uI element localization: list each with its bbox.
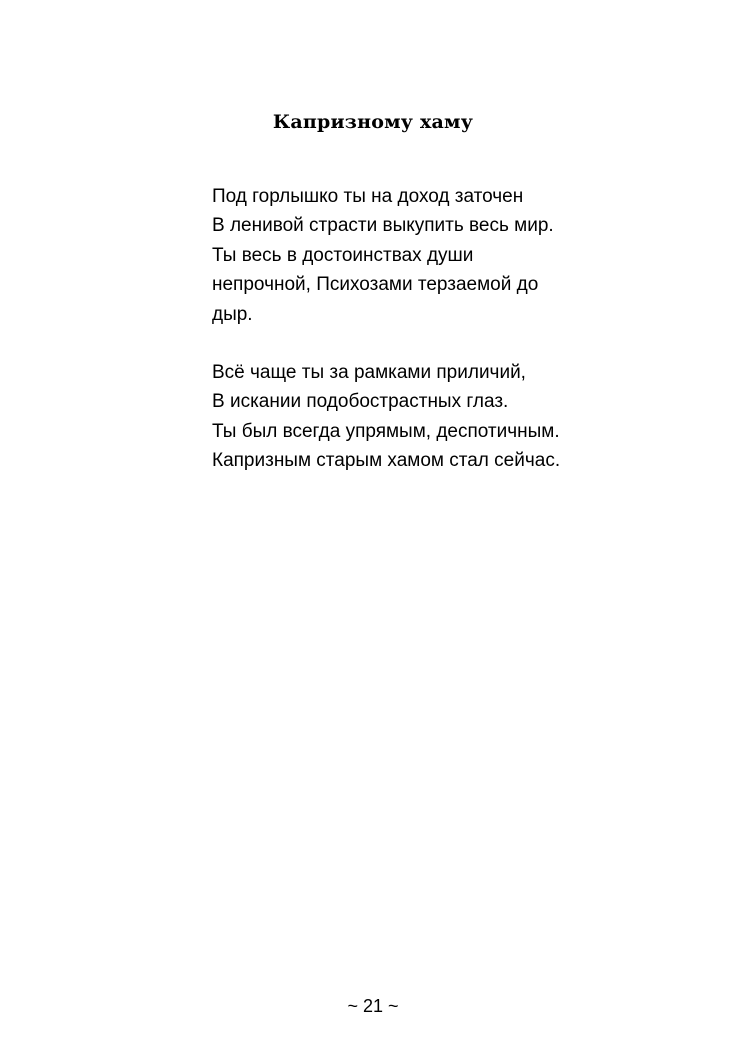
stanza-2	[212, 358, 612, 476]
poem-line: непрочной, Психозами терзаемой до	[212, 274, 539, 296]
poem-line: Ты весь в достоинствах души	[212, 244, 474, 266]
poem-line: Ты был всегда упрямым, деспотичным.	[212, 420, 560, 442]
poem-title: Капризному хаму	[272, 111, 474, 133]
stanza-1	[212, 182, 612, 329]
poem-line: Под горлышко ты на доход заточен	[212, 186, 524, 207]
poem-body	[212, 182, 612, 476]
poem-line: В ленивой страсти выкупить весь мир.	[212, 215, 554, 237]
poem-line: В искании подобострастных глаз.	[212, 391, 509, 413]
page-number: ~ 21 ~	[347, 996, 399, 1016]
poem-line: Капризным старым хамом стал сейчас.	[212, 450, 561, 472]
poem-line: Всё чаще ты за рамками приличий,	[212, 362, 526, 384]
poem-line: дыр.	[212, 303, 253, 325]
